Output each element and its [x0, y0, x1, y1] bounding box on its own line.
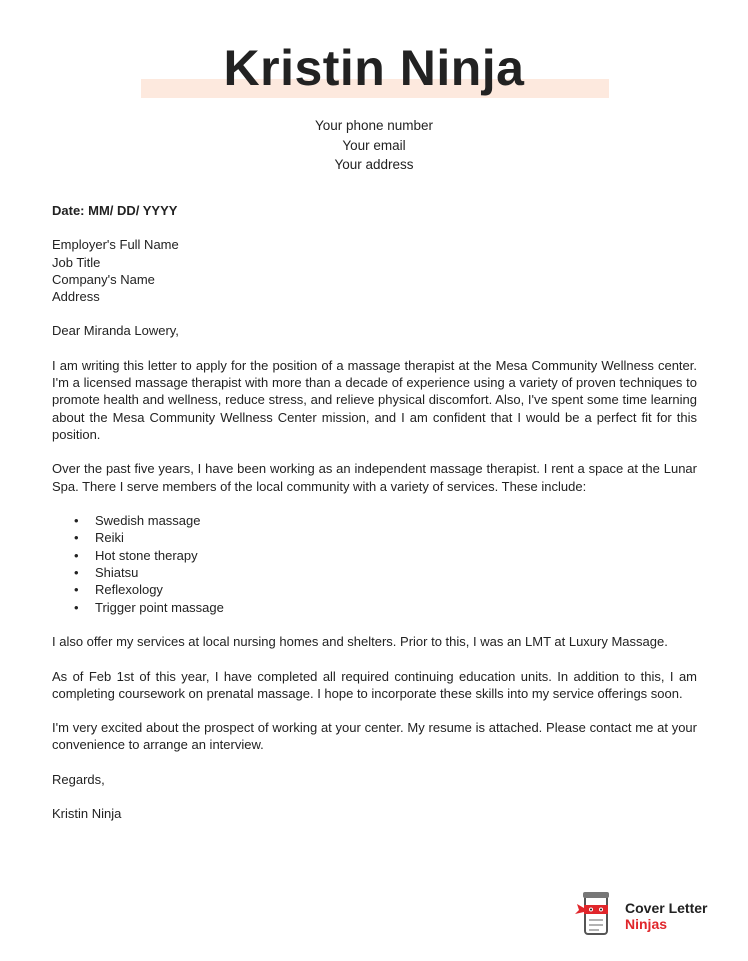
letter-date: Date: MM/ DD/ YYYY — [52, 203, 178, 218]
signature: Kristin Ninja — [52, 805, 122, 821]
list-item: • Hot stone therapy — [95, 547, 697, 564]
recipient-address: Address — [52, 289, 100, 305]
brand-line-2: Ninjas — [625, 916, 668, 932]
brand-line-1: Cover Letter — [625, 900, 708, 916]
services-list — [52, 512, 697, 616]
paragraph-experience: Over the past five years, I have been working as an independent massage therapist. I rent a space at the Lunar Spa. There I serve members of the local community with a variety of services. These include: — [52, 461, 697, 494]
recipient-block — [52, 236, 697, 305]
list-item: • Reflexology — [95, 581, 697, 598]
letter-body — [52, 202, 697, 822]
recipient-name: Employer's Full Name — [52, 237, 179, 253]
list-item: • Swedish massage — [95, 512, 697, 529]
brand-name — [625, 900, 707, 932]
contact-block — [0, 116, 748, 175]
closing: Regards, — [52, 771, 105, 787]
recipient-company: Company's Name — [52, 271, 155, 287]
paragraph-services: I also offer my services at local nursing homes and shelters. Prior to this, I was an LMT at Luxury Massage. — [52, 634, 668, 650]
applicant-name: Kristin Ninja — [223, 40, 525, 96]
recipient-title: Job Title — [52, 254, 101, 270]
paragraph-education: As of Feb 1st of this year, I have completed all required continuing education units. In addition to this, I am completing coursework on prenatal massage. I hope to incorporate these skills into my service offerings soon. — [52, 668, 697, 701]
brand-logo — [575, 890, 725, 938]
list-item: • Trigger point massage — [95, 599, 697, 616]
list-item: • Reiki — [95, 529, 697, 546]
name-header — [0, 38, 748, 102]
contact-email: Your email — [342, 137, 406, 153]
paragraph-intro: I am writing this letter to apply for the position of a massage therapist at the Mesa Community Wellness center. I'm a licensed massage therapist with more than a decade of experience using a variety of proven techniques to promote health and wellness, reduce stress, and relieve physical discomfort. Also, I've spent some time learning about the Mesa Community Wellness Center mission, and I am confident that I would be a perfect fit for this position. — [52, 357, 697, 442]
paragraph-closing: I'm very excited about the prospect of working at your center. My resume is attached. Please contact me at your convenience to arrange an interview. — [52, 720, 697, 753]
list-item: • Shiatsu — [95, 564, 697, 581]
ninja-mascot-icon — [575, 890, 619, 938]
salutation: Dear Miranda Lowery, — [52, 323, 179, 339]
contact-phone: Your phone number — [314, 118, 434, 133]
contact-address: Your address — [334, 157, 414, 172]
